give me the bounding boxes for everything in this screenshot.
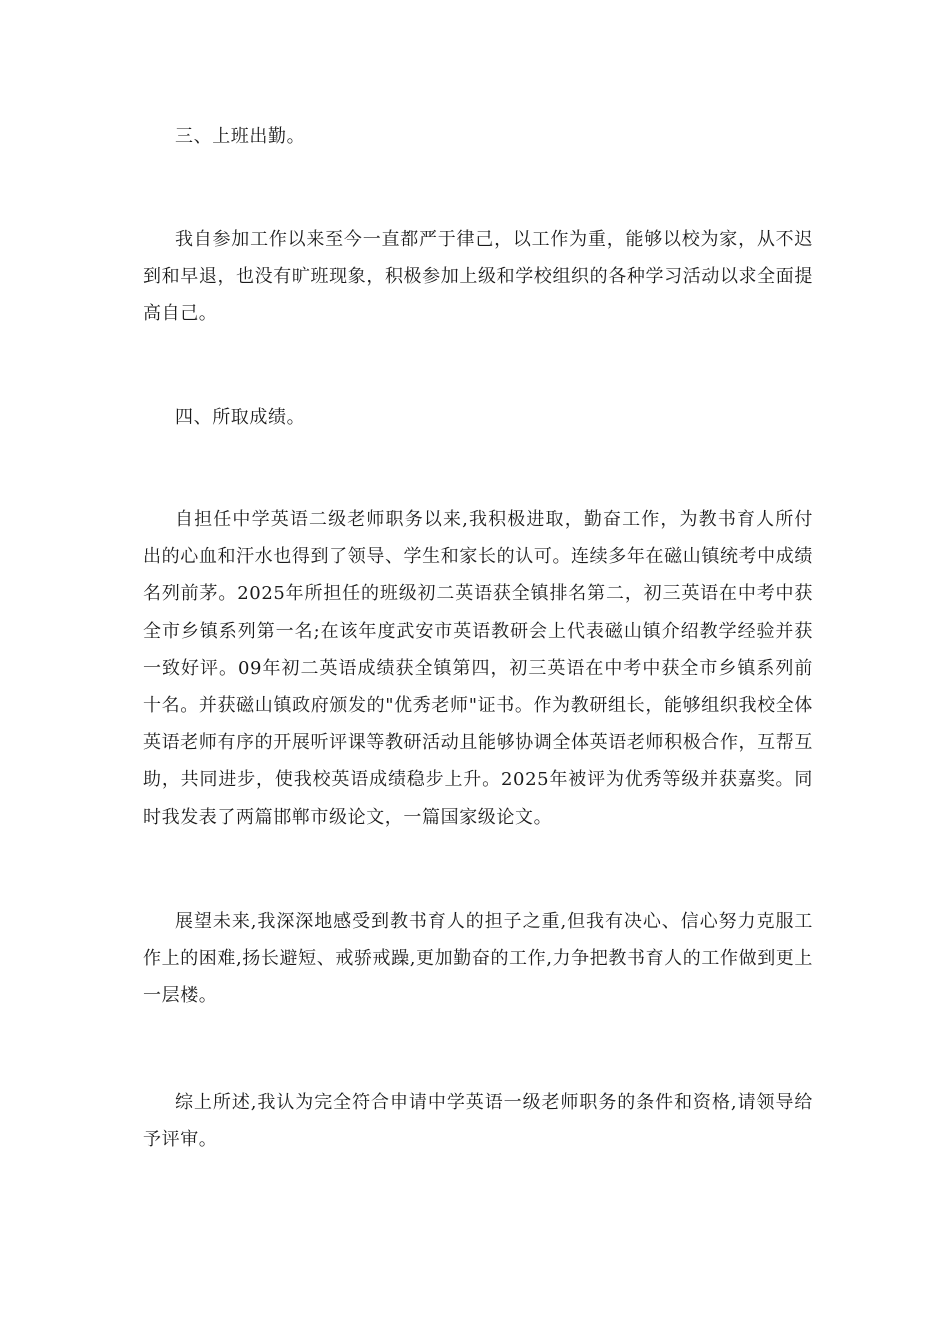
paragraph-achievements: 自担任中学英语二级老师职务以来,我积极进取，勤奋工作，为教书育人所付出的心血和汗水也得到了领导、学生和家长的认可。连续多年在磁山镇统考中成绩名列前茅。2025年所担任的班级初二英语获全镇排名第二，初三英语在中考中获全市乡镇系列第一名;在该年度武安市英语教研会上代表磁山镇介绍教学经验并获一致好评。09年初二英语成绩获全镇第四，初三英语在中考中获全市乡镇系列前十名。并获磁山镇政府颁发的"优秀老师"证书。作为教研组长，能够组织我校全体英语老师有序的开展听评课等教研活动且能够协调全体英语老师积极合作，互帮互助，共同进步，使我校英语成绩稳步上升。2025年被评为优秀等级并获嘉奖。同时我发表了两篇邯郸市级论文，一篇国家级论文。 <box>143 509 813 828</box>
paragraph-attendance: 我自参加工作以来至今一直都严于律己，以工作为重，能够以校为家，从不迟到和早退，也没有旷班现象，积极参加上级和学校组织的各种学习活动以求全面提高自己。 <box>143 229 813 325</box>
section-heading-achievements: 四、所取成绩。 <box>175 407 306 428</box>
paragraph-conclusion: 综上所述,我认为完全符合申请中学英语一级老师职务的条件和资格,请领导给予评审。 <box>143 1092 813 1151</box>
paragraph-future: 展望未来,我深深地感受到教书育人的担子之重,但我有决心、信心努力克服工作上的困难,扬长避短、戒骄戒躁,更加勤奋的工作,力争把教书育人的工作做到更上一层楼。 <box>143 911 813 1007</box>
section-heading-attendance: 三、上班出勤。 <box>175 126 306 147</box>
